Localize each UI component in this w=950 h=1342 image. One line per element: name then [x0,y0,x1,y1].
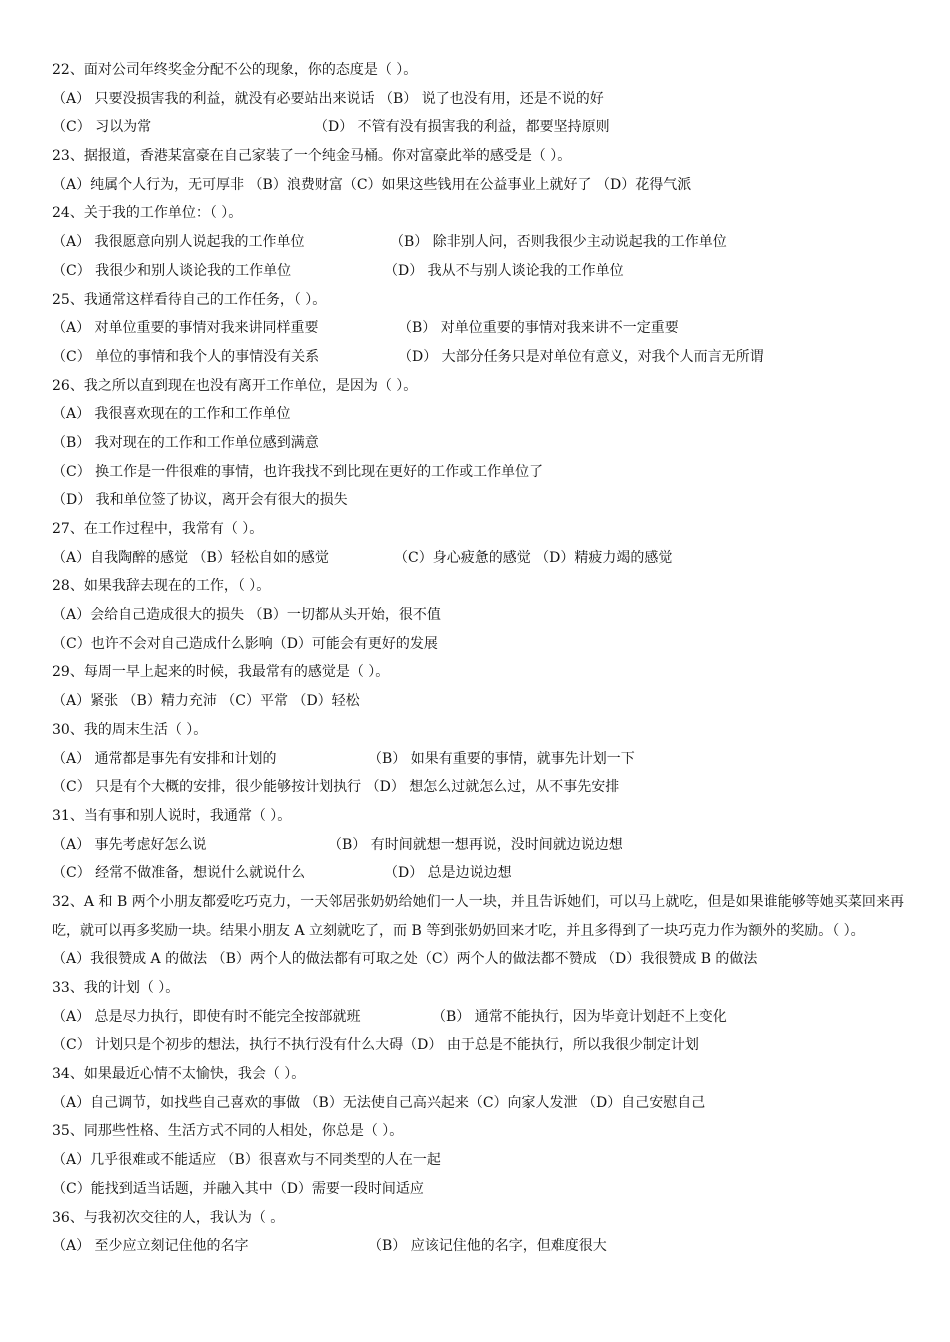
options-24-ab: （A） 我很愿意向别人说起我的工作单位 （B） 除非别人问，否则我很少主动说起我的工作单位 [52,234,727,251]
options-34: （A）自己调节，如找些自己喜欢的事做 （B）无法使自己高兴起来（C）向家人发泄 （D）自己安慰自己 [52,1094,706,1111]
question-30: 30、我的周末生活（ ）。 [52,721,208,738]
question-25: 25、我通常这样看待自己的工作任务，（ ）。 [52,291,327,308]
options-36-ab: （A） 至少应立刻记住他的名字 （B） 应该记住他的名字，但难度很大 [52,1238,607,1255]
document-page [52,56,904,1261]
question-27: 27、在工作过程中，我常有（ ）。 [52,521,264,537]
options-25-cd: （C） 单位的事情和我个人的事情没有关系 （D） 大部分任务只是对单位有意义，对我个人而言无所谓 [52,348,764,365]
options-35-cd: （C）能找到适当话题，并融入其中（D）需要一段时间适应 [52,1180,424,1197]
question-23: 23、据报道，香港某富豪在自己家装了一个纯金马桶。你对富豪此举的感受是（ ）。 [52,148,572,165]
options-33-cd: （C） 计划只是个初步的想法，执行不执行没有什么大碍（D） 由于总是不能执行，所以我很少制定计划 [52,1037,699,1054]
options-29: （A）紧张 （B）精力充沛 （C）平常 （D）轻松 [52,693,360,710]
options-30-ab: （A） 通常都是事先有安排和计划的 （B） 如果有重要的事情，就事先计划一下 [52,750,635,767]
options-22-ab: （A） 只要没损害我的利益，就没有必要站出来说话 （B） 说了也没有用，还是不说的好 [52,90,604,107]
question-35: 35、同那些性格、生活方式不同的人相处，你总是（ ）。 [52,1123,404,1140]
options-22-cd: （C） 习以为常 （D） 不管有没有损害我的利益，都要坚持原则 [52,119,610,136]
question-22: 22、面对公司年终奖金分配不公的现象，你的态度是（ ）。 [52,62,418,78]
option-26-c: （C） 换工作是一件很难的事情，也许我找不到比现在更好的工作或工作单位了 [52,463,544,480]
options-31-ab: （A） 事先考虑好怎么说 （B） 有时间就想一想再说，没时间就边说边想 [52,836,623,853]
options-35-ab: （A）几乎很难或不能适应 （B）很喜欢与不同类型的人在一起 [52,1152,441,1169]
question-29: 29、每周一早上起来的时候，我最常有的感觉是（ ）。 [52,664,390,681]
options-24-cd: （C） 我很少和别人谈论我的工作单位 （D） 我从不与别人谈论我的工作单位 [52,262,624,279]
options-28-cd: （C）也许不会对自己造成什么影响（D）可能会有更好的发展 [52,635,438,652]
question-34: 34、如果最近心情不太愉快，我会（ ）。 [52,1066,306,1083]
options-25-ab: （A） 对单位重要的事情对我来讲同样重要 （B） 对单位重要的事情对我来讲不一定重要 [52,320,679,337]
option-26-b: （B） 我对现在的工作和工作单位感到满意 [52,434,319,451]
question-31: 31、当有事和别人说时，我通常（ ）。 [52,807,292,824]
options-27: （A）自我陶醉的感觉 （B）轻松自如的感觉 （C）身心疲惫的感觉 （D）精疲力竭的感觉 [52,549,673,566]
options-23: （A）纯属个人行为，无可厚非 （B）浪费财富（C）如果这些钱用在公益事业上就好了 （D）花得气派 [52,176,692,193]
options-31-cd: （C） 经常不做准备，想说什么就说什么 （D） 总是边说边想 [52,865,512,882]
question-28: 28、如果我辞去现在的工作，（ ）。 [52,578,271,595]
question-26: 26、我之所以直到现在也没有离开工作单位，是因为（ ）。 [52,377,418,394]
question-32: 32、A 和 B 两个小朋友都爱吃巧克力，一天邻居张奶奶给她们一人一块，并且告诉她们，可以马上就吃，但是如果谁能够等她买菜回来再吃，就可以再多奖励一块。结果小朋友 A 立刻就吃了，而 B 等到张奶奶回来才吃，并且多得到了一块巧克力作为额外的奖励。（ ）。 [52,893,904,939]
question-24: 24、关于我的工作单位：（ ）。 [52,205,243,222]
options-30-cd: （C） 只是有个大概的安排，很少能够按计划执行 （D） 想怎么过就怎么过，从不事先安排 [52,779,620,796]
options-32: （A）我很赞成 A 的做法 （B）两个人的做法都有可取之处（C）两个人的做法都不赞成 （D）我很赞成 B 的做法 [52,951,758,968]
option-26-a: （A） 我很喜欢现在的工作和工作单位 [52,406,291,423]
options-28-ab: （A）会给自己造成很大的损失 （B）一切都从头开始，很不值 [52,607,441,624]
options-33-ab: （A） 总是尽力执行，即使有时不能完全按部就班 （B） 通常不能执行，因为毕竟计划赶不上变化 [52,1008,727,1025]
question-36: 36、与我初次交往的人，我认为（ 。 [52,1209,285,1226]
question-33: 33、我的计划（ ）。 [52,980,180,997]
option-26-d: （D） 我和单位签了协议，离开会有很大的损失 [52,492,348,509]
